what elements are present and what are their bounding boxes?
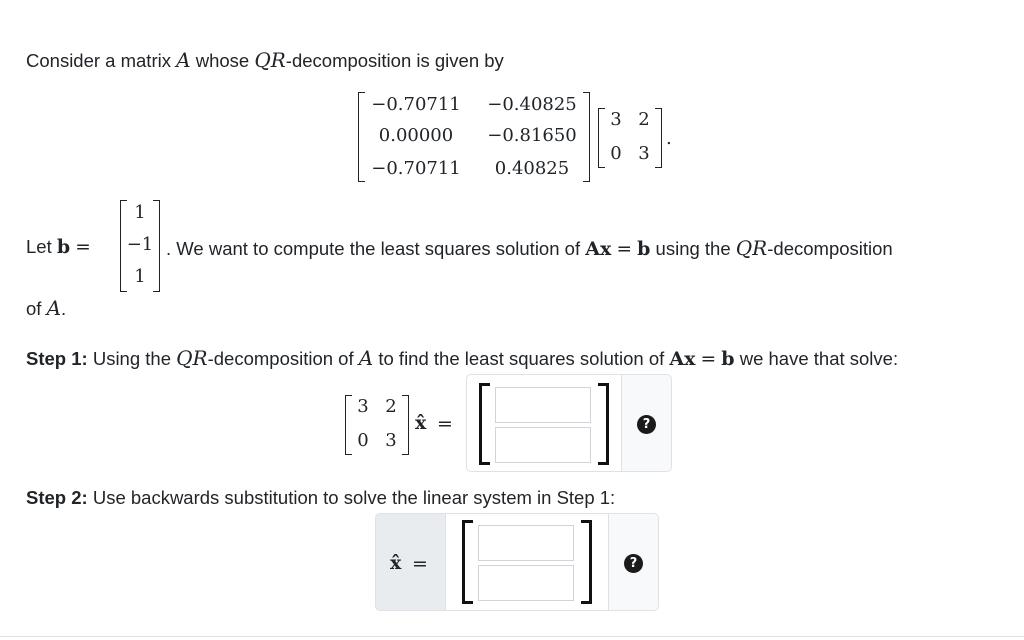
b-vector xyxy=(120,200,160,292)
r-cell: 2 xyxy=(385,396,397,417)
left-bracket xyxy=(462,520,473,604)
of-a-line: of A. xyxy=(26,296,67,320)
xhat-symbol: x̂ xyxy=(390,552,402,574)
answer-input-2[interactable] xyxy=(478,565,574,601)
q-matrix xyxy=(358,92,590,182)
left-bracket xyxy=(479,383,490,465)
answer-vector xyxy=(479,383,609,465)
right-bracket xyxy=(581,520,592,604)
step2-help-button[interactable] xyxy=(608,513,659,611)
left-bracket xyxy=(358,92,365,182)
step2-label-panel xyxy=(375,513,446,611)
b-cell: 1 xyxy=(134,266,146,287)
q-cell: −0.81650 xyxy=(487,125,577,146)
r-cell: 3 xyxy=(385,430,397,451)
r-cell: 0 xyxy=(357,430,369,451)
let-line-rest: . We want to compute the least squares solution of Ax = b using the QR-decomposition xyxy=(166,236,893,260)
equals-sign: = xyxy=(412,553,428,575)
intro-line: Consider a matrix A whose QR-decomposition is given by xyxy=(26,48,504,72)
step2-text: Step 2: Use backwards substitution to solve the linear system in Step 1: xyxy=(26,487,616,508)
question-circle-icon[interactable]: ? xyxy=(637,415,656,434)
r-cell: 2 xyxy=(638,109,650,130)
question-circle-icon[interactable]: ? xyxy=(624,554,643,573)
step1-r-matrix xyxy=(345,395,409,455)
r-cell: 3 xyxy=(357,396,369,417)
step1-answer-field xyxy=(466,374,622,472)
r-cell: 3 xyxy=(638,143,650,164)
step2-answer-field xyxy=(445,513,609,611)
equals-sign: = xyxy=(437,413,453,435)
q-cell: 0.00000 xyxy=(378,125,454,146)
b-cell: −1 xyxy=(126,234,154,255)
xhat-symbol: x̂ xyxy=(415,412,427,434)
answer-input-2[interactable] xyxy=(495,427,591,463)
let-line-start: Let b = xyxy=(26,236,91,258)
right-bracket xyxy=(583,92,590,182)
answer-input-1[interactable] xyxy=(478,525,574,561)
right-bracket xyxy=(598,383,609,465)
q-cell: 0.40825 xyxy=(494,158,570,179)
answer-input-1[interactable] xyxy=(495,387,591,423)
step1-text: Step 1: Using the QR-decomposition of A to find the least squares solution of Ax = b we have that solve: xyxy=(26,346,899,370)
step1-help-button[interactable] xyxy=(621,374,672,472)
q-cell: −0.70711 xyxy=(371,94,461,115)
q-cell: −0.40825 xyxy=(487,94,577,115)
r-cell: 0 xyxy=(610,143,622,164)
q-cell: −0.70711 xyxy=(371,158,461,179)
bottom-divider xyxy=(0,636,1024,637)
right-bracket xyxy=(402,395,409,455)
r-matrix xyxy=(598,108,662,168)
answer-vector xyxy=(462,520,592,604)
r-cell: 3 xyxy=(610,109,622,130)
right-bracket xyxy=(655,108,662,168)
b-cell: 1 xyxy=(134,202,146,223)
period: . xyxy=(666,128,672,149)
